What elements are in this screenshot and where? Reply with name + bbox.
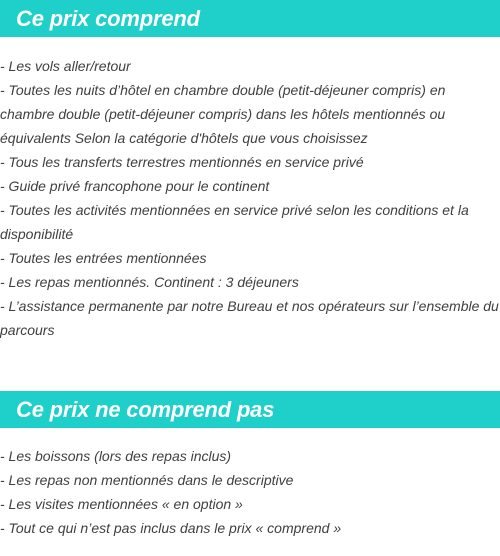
list-item: - Guide privé francophone pour le continent <box>0 178 270 194</box>
list-item: - Toutes les activités mentionnées en service privé selon les conditions et la disponibilité <box>0 202 469 242</box>
list-item: - Les visites mentionnées « en option » <box>0 496 243 512</box>
list-item: - Toutes les nuits d’hôtel en chambre double (petit-déjeuner compris) en chambre double (petit-déjeuner compris) dans les hôtels mentionnés ou équivalents Selon la catégorie d'hôtels que vous choisissez <box>0 82 446 146</box>
list-item: - Les boissons (lors des repas inclus) <box>0 448 232 464</box>
excludes-list <box>0 444 500 540</box>
excludes-section-title: Ce prix ne comprend pas <box>0 391 500 428</box>
list-item: - Les repas non mentionnés dans le descriptive <box>0 472 294 488</box>
includes-section-title: Ce prix comprend <box>0 0 500 37</box>
list-item: - Les vols aller/retour <box>0 58 131 74</box>
list-item: - Tout ce qui n’est pas inclus dans le prix « comprend » <box>0 520 342 536</box>
list-item: - Tous les transferts terrestres mentionnés en service privé <box>0 154 364 170</box>
list-item: - L’assistance permanente par notre Bureau et nos opérateurs sur l’ensemble du parcours <box>0 298 499 338</box>
list-item: - Les repas mentionnés. Continent : 3 déjeuners <box>0 274 299 290</box>
list-item: - Toutes les entrées mentionnées <box>0 250 207 266</box>
includes-list <box>0 54 500 342</box>
